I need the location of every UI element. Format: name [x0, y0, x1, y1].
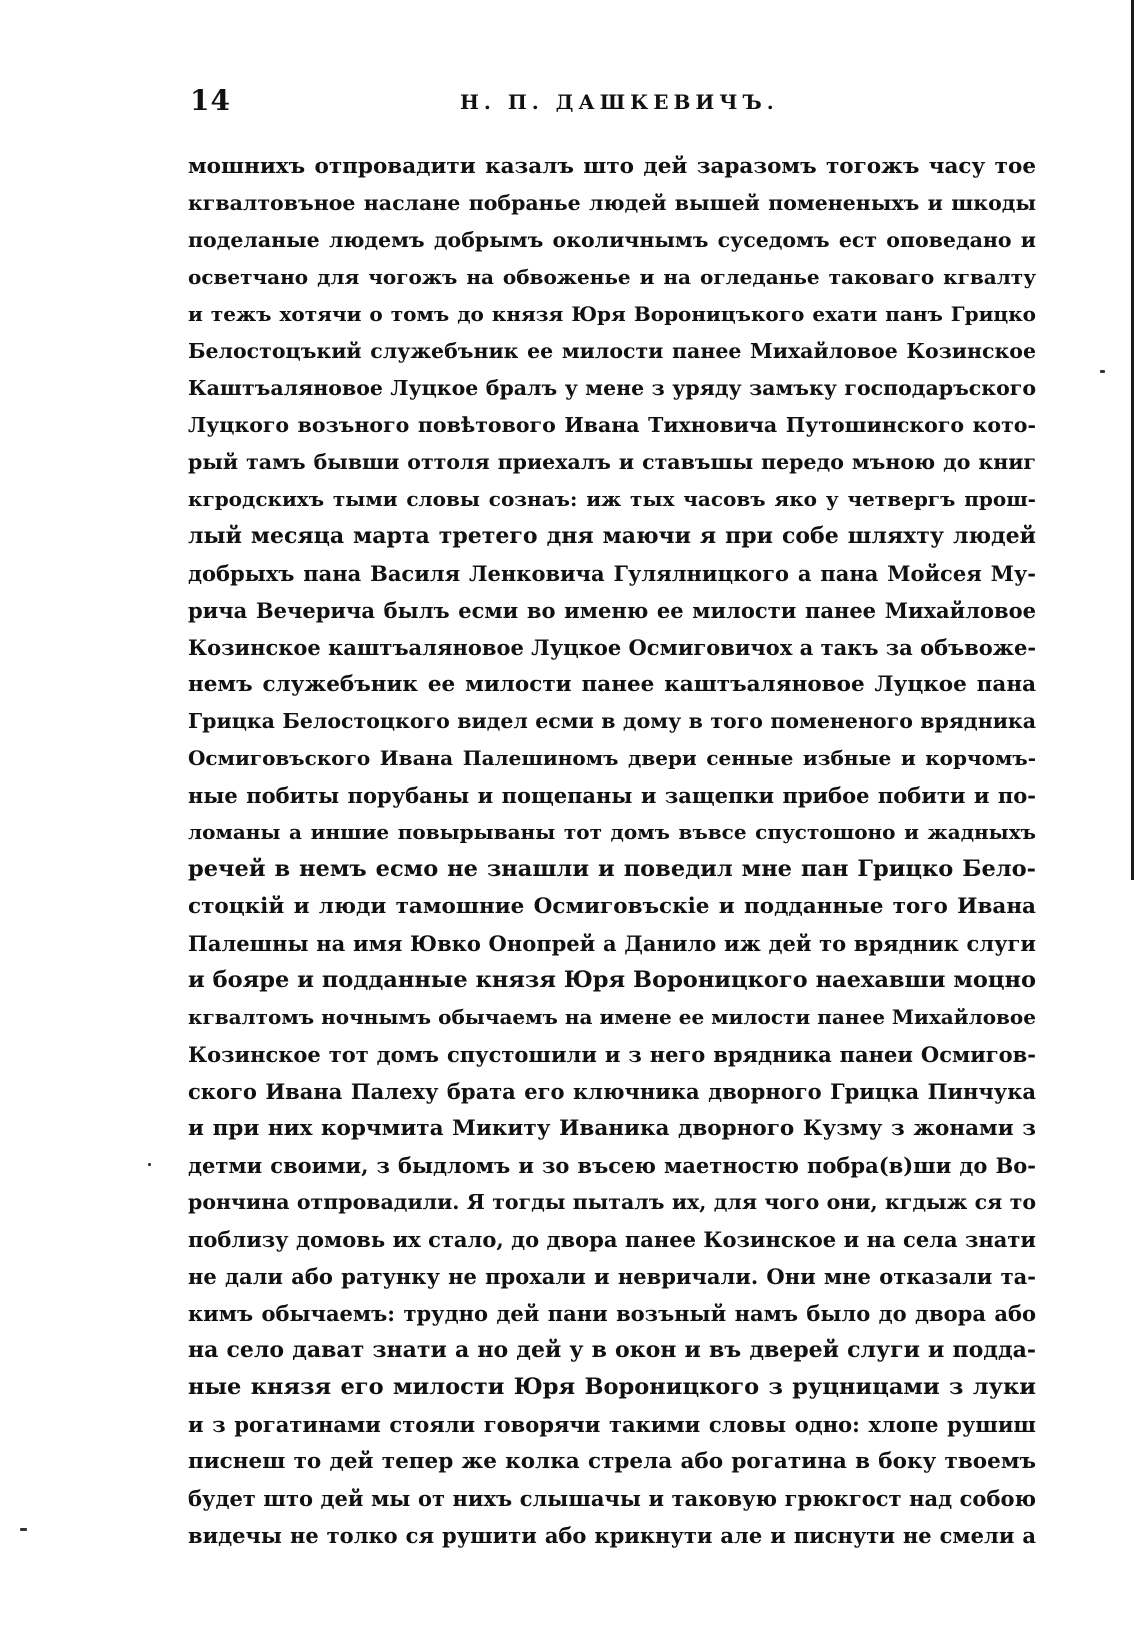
text-line: поделаные людемъ добрымъ околичнымъ суседомъ ест оповедано и — [188, 228, 1036, 252]
text-line: кгродскихъ тыми словы сознаъ: иж тых часовъ яко у четвергъ прош- — [188, 487, 1036, 511]
text-line: и при них корчмита Микиту Иваника дворного Кузму з жонами з — [188, 1116, 1036, 1141]
text-line: ные князя его милости Юря Вороницкого з руцницами з луки — [188, 1374, 1036, 1400]
text-line: кгвалтовъное насланe побранье людей вышей помененыхъ и шкоды — [188, 191, 1036, 215]
body-text — [188, 148, 1036, 1554]
text-line: немъ служебъник ее милости панее каштъаляновое Луцкое пана — [188, 672, 1036, 697]
text-line: и з рогатинами стояли говорячи такими словы одно: хлопе рушиш — [188, 1412, 1036, 1437]
text-line: ные побиты порубаны и пощепаны и защепки прибое побити и по- — [188, 783, 1036, 808]
text-line: кгвалтомъ ночнымъ обычаемъ на имене ее милости панее Михайловое — [188, 1005, 1036, 1029]
text-line: Белостоцъкий служебъник ее милости панее Михайловое Козинское — [188, 339, 1036, 363]
text-line: детми своими, з быдломъ и зо въсею маетностю побра(в)ши до Во- — [188, 1153, 1036, 1178]
text-line: рончина отпровадили. Я тогды пыталъ их, для чого они, кгдыж ся то — [188, 1190, 1036, 1214]
text-line: рый тамъ бывши оттоля приехалъ и ставъшы передо мъною до книг — [188, 450, 1036, 474]
text-line: лый месяца марта третего дня маючи я при собе шляхту людей — [188, 523, 1036, 549]
text-line: Палешны на имя Ювко Онопрей а Данило иж дей то врядник слуги — [188, 931, 1036, 956]
text-line: речей в немъ есмо не знашли и поведил мне пан Грицко Бело- — [188, 856, 1036, 882]
running-head: Н. П. ДАШКЕВИЧЪ. — [460, 90, 779, 114]
text-line: осветчано для чогожъ на обвоженье и на огледанье таковаго кгвалту — [188, 265, 1036, 289]
text-line: добрыхъ пана Василя Ленковича Гулялницкого а пана Мойсея Му- — [188, 561, 1036, 586]
page-number: 14 — [190, 84, 231, 117]
text-line: ского Ивана Палеху брата его ключника дворного Грицка Пинчука — [188, 1079, 1036, 1104]
text-line: Козинское каштъаляновое Луцкое Осмиговичох а такъ за объвоже- — [188, 635, 1036, 660]
text-line: Грицка Белостоцкого видел есми в дому в того помененого врядника — [188, 709, 1036, 733]
scan-edge-rule — [1131, 0, 1134, 880]
text-line: Осмиговъского Ивана Палешиномъ двери сенные избные и корчомъ- — [188, 746, 1036, 770]
text-line: на село дават знати а но дей у в окон и въ дверей слуги и подда- — [188, 1337, 1036, 1363]
text-line: видечы не толко ся рушити або крикнути але и писнути не смели а — [188, 1523, 1036, 1548]
text-line: стоцкій и люди тамошние Осмиговъскіе и подданные того Ивана — [188, 894, 1036, 919]
text-line: будет што дей мы от нихъ слышачы и таковую грюкгост над собою — [188, 1486, 1036, 1511]
text-line: не дали або ратунку не прохали и невричали. Они мне отказали та- — [188, 1264, 1036, 1289]
text-line: рича Вечерича былъ есми во именю ее милости панее Михайловое — [188, 598, 1036, 623]
text-line: ломаны а иншие повырываны тот домъ въвсе спустошоно и жадныхъ — [188, 820, 1036, 844]
text-line: Козинское тот домъ спустошили и з него врядника панеи Осмигов- — [188, 1042, 1036, 1067]
scan-speck — [1100, 370, 1105, 373]
text-line: поблизу домовь их стало, до двора панее Козинское и на села знати — [188, 1227, 1036, 1252]
text-line: кимъ обычаемъ: трудно дей пани возъный намъ было до двора або — [188, 1301, 1036, 1326]
text-line: мошнихъ отпровадити казалъ што дей заразомъ тогожъ часу тое — [188, 154, 1036, 179]
text-line: и тежъ хотячи о томъ до князя Юря Вороницъкого ехати панъ Грицко — [188, 302, 1036, 326]
text-line: Каштъаляновое Луцкое бралъ у мене з уряду замъку господаръского — [188, 376, 1036, 400]
scan-speck — [20, 1528, 27, 1531]
text-line: Луцкого возъного повѣтового Ивана Тихновича Путошинского кото- — [188, 413, 1036, 437]
text-line: и бояре и подданные князя Юря Вороницкого наехавши моцно — [188, 967, 1036, 993]
scan-speck — [148, 1163, 151, 1166]
text-line: писнеш то дей тепер же колка стрела або рогатина в боку твоемъ — [188, 1449, 1036, 1474]
